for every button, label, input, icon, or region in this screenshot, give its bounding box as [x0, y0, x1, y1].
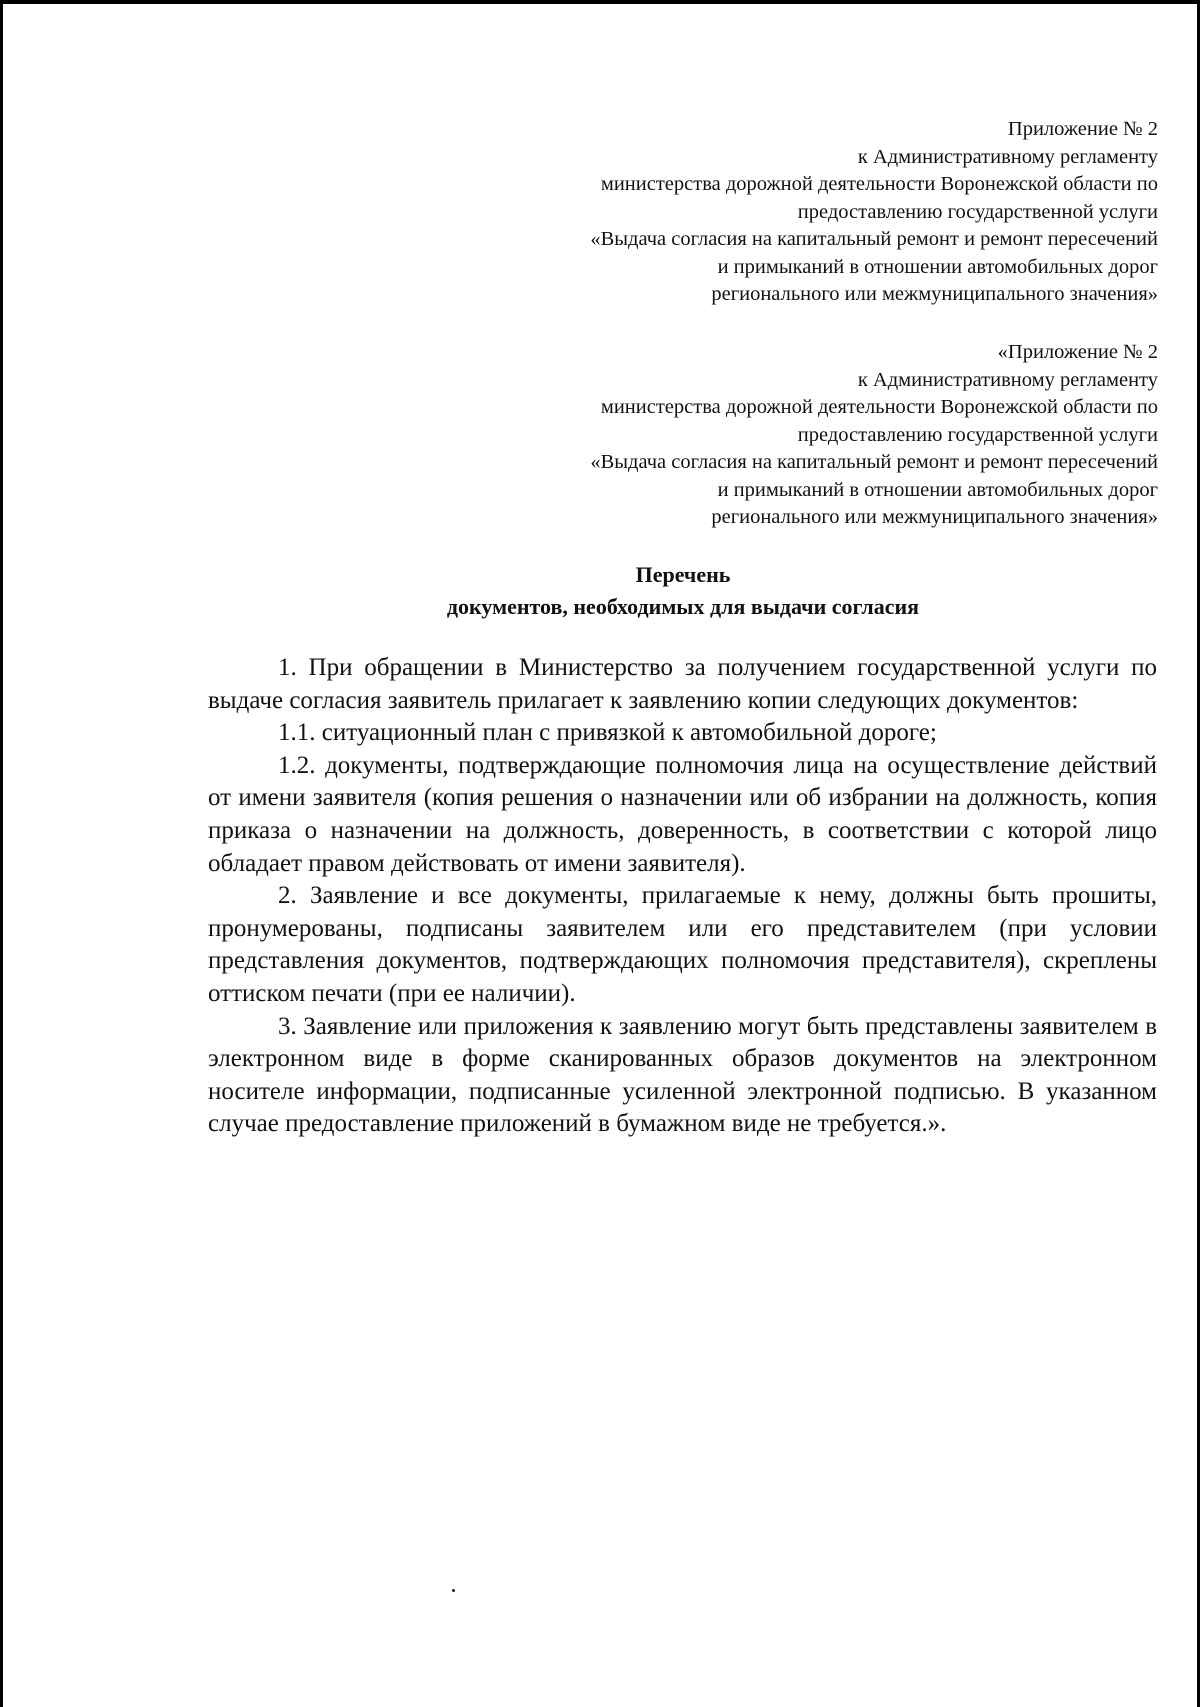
- paragraph-2: 2. Заявление и все документы, прилагаемые к нему, должны быть прошиты, пронумерованы, подписаны заявителем или его представителем (при условии представления документов, подтверждающих полномочия представителя), скреплены оттиском печати (при ее наличии).: [208, 882, 1157, 1007]
- appendix-quote-line: регионального или межмуниципального значения»: [711, 506, 1158, 528]
- appendix-header-line: и примыканий в отношении автомобильных дорог: [717, 255, 1158, 278]
- paragraph-1-2: 1.2. документы, подтверждающие полномочия лица на осуществление действий от имени заявителя (копия решения о назначении или об избрании на должность, копия приказа о назначении на должность, доверенность, в соответствии с которой лицо обладает правом действовать от имени заявителя).: [208, 751, 1157, 877]
- scan-speck: [452, 1589, 455, 1592]
- appendix-header-line: Приложение № 2: [1007, 118, 1158, 140]
- document-title-line1: Перечень: [635, 562, 731, 587]
- paragraph-3: 3. Заявление или приложения к заявлению могут быть представлены заявителем в электронном виде в форме сканированных образов документов на электронном носителе информации, подписанные усиленной электронной подписью. В указанном случае предоставление приложений в бумажном виде не требуется.».: [208, 1012, 1157, 1138]
- appendix-quote-line: министерства дорожной деятельности Воронежской области по: [600, 396, 1158, 418]
- paragraph-1-1: 1.1. ситуационный план с привязкой к автомобильной дороге;: [278, 719, 937, 747]
- appendix-header-line: к Административному регламенту: [857, 145, 1158, 168]
- appendix-quote-line: предоставлению государственной услуги: [797, 423, 1158, 446]
- appendix-header-line: регионального или межмуниципального значения»: [711, 283, 1158, 305]
- appendix-header: [398, 116, 1158, 309]
- appendix-quote: [398, 339, 1158, 532]
- document-title: [208, 559, 1158, 623]
- appendix-quote-line: и примыканий в отношении автомобильных дорог: [717, 478, 1158, 501]
- document-body: [208, 652, 1157, 1141]
- appendix-header-line: «Выдача согласия на капитальный ремонт и ремонт пересечений: [590, 228, 1158, 250]
- appendix-quote-line: «Выдача согласия на капитальный ремонт и ремонт пересечений: [590, 451, 1158, 473]
- appendix-header-line: предоставлению государственной услуги: [797, 200, 1158, 223]
- document-title-line2: документов, необходимых для выдачи согласия: [446, 594, 920, 619]
- scan-edge-top: [0, 0, 1200, 4]
- appendix-header-line: министерства дорожной деятельности Воронежской области по: [600, 173, 1158, 195]
- appendix-quote-line: к Административному регламенту: [857, 368, 1158, 391]
- scan-edge-left: [0, 0, 3, 1707]
- appendix-quote-line: «Приложение № 2: [997, 341, 1158, 363]
- paragraph-1: 1. При обращении в Министерство за получением государственной услуги по выдаче согласия заявитель прилагает к заявлению копии следующих документов:: [208, 654, 1157, 714]
